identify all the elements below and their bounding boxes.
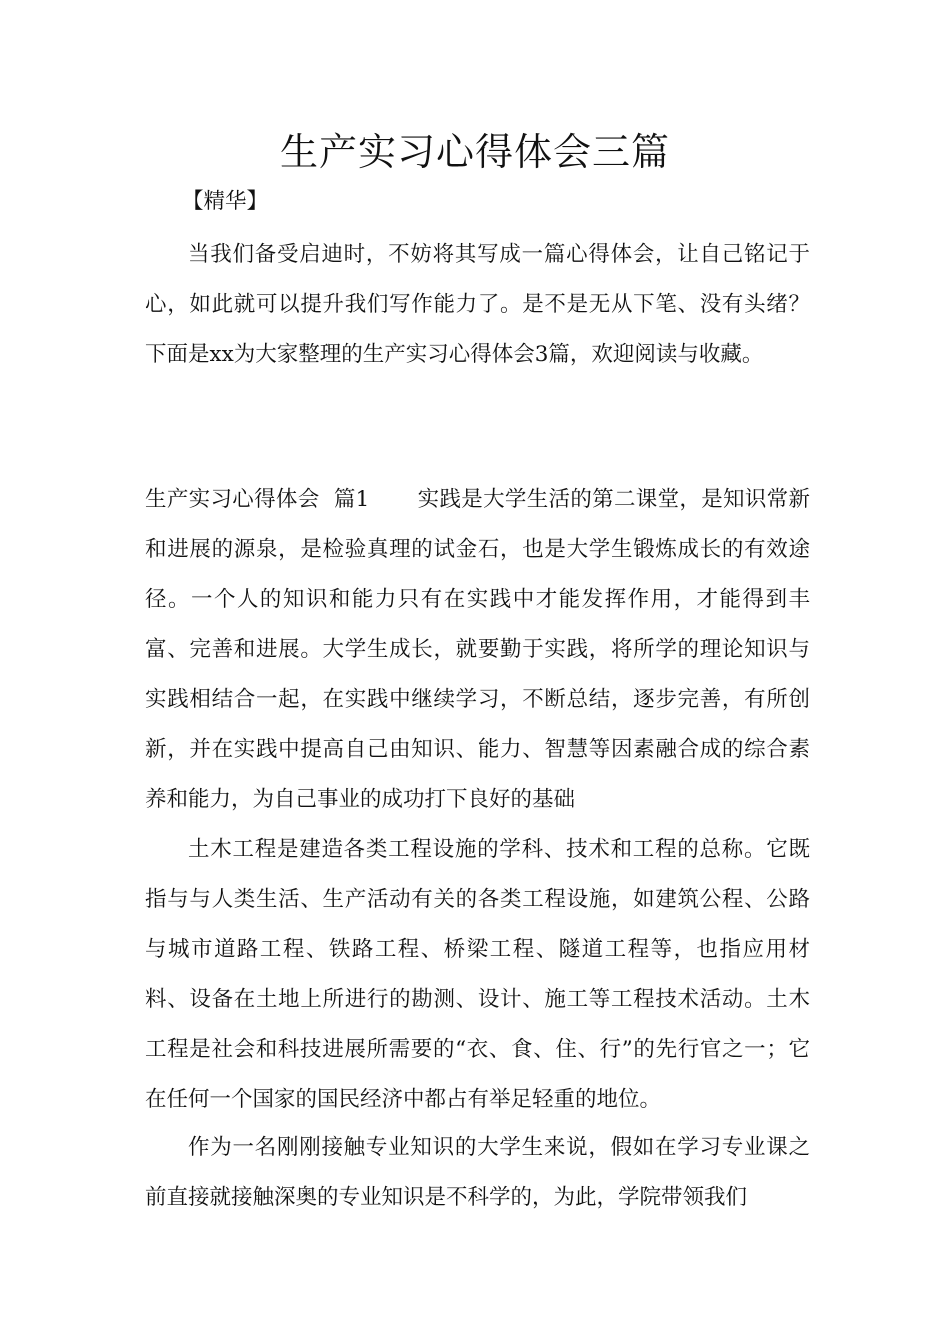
section-1-paragraph-1 <box>145 475 810 825</box>
section-1-paragraph-3: 作为一名刚刚接触专业知识的大学生来说，假如在学习专业课之前直接就接触深奥的专业知识是不科学的，为此，学院带领我们 <box>145 1135 810 1210</box>
essence-tag: 【精华】 <box>182 189 269 214</box>
section-1-heading: 生产实习心得体会 篇1 <box>145 487 370 512</box>
section-1-paragraph-1-text: 实践是大学生活的第二课堂，是知识常新和进展的源泉，是检验真理的试金石，也是大学生锻炼成长的有效途径。一个人的知识和能力只有在实践中才能发挥作用，才能得到丰富、完善和进展。大学生成长，就要勤于实践，将所学的理论知识与实践相结合一起，在实践中继续学习，不断总结，逐步完善，有所创新，并在实践中提高自己由知识、能力、智慧等因素融合成的综合素养和能力，为自己事业的成功打下良好的基础 <box>145 487 810 812</box>
intro-paragraph: 当我们备受启迪时，不妨将其写成一篇心得体会，让自己铭记于心，如此就可以提升我们写作能力了。是不是无从下笔、没有头绪？下面是xx为大家整理的生产实习心得体会3篇，欢迎阅读与收藏。 <box>145 242 810 367</box>
section-1-paragraph-2: 土木工程是建造各类工程设施的学科、技术和工程的总称。它既指与与人类生活、生产活动有关的各类工程设施，如建筑公程、公路与城市道路工程、铁路工程、桥梁工程、隧道工程等，也指应用材料、设备在土地上所进行的勘测、设计、施工等工程技术活动。土木工程是社会和科技进展所需要的“衣、食、住、行”的先行官之一；它在任何一个国家的国民经济中都占有举足轻重的地位。 <box>145 837 810 1112</box>
document-title: 生产实习心得体会三篇 <box>279 130 670 174</box>
